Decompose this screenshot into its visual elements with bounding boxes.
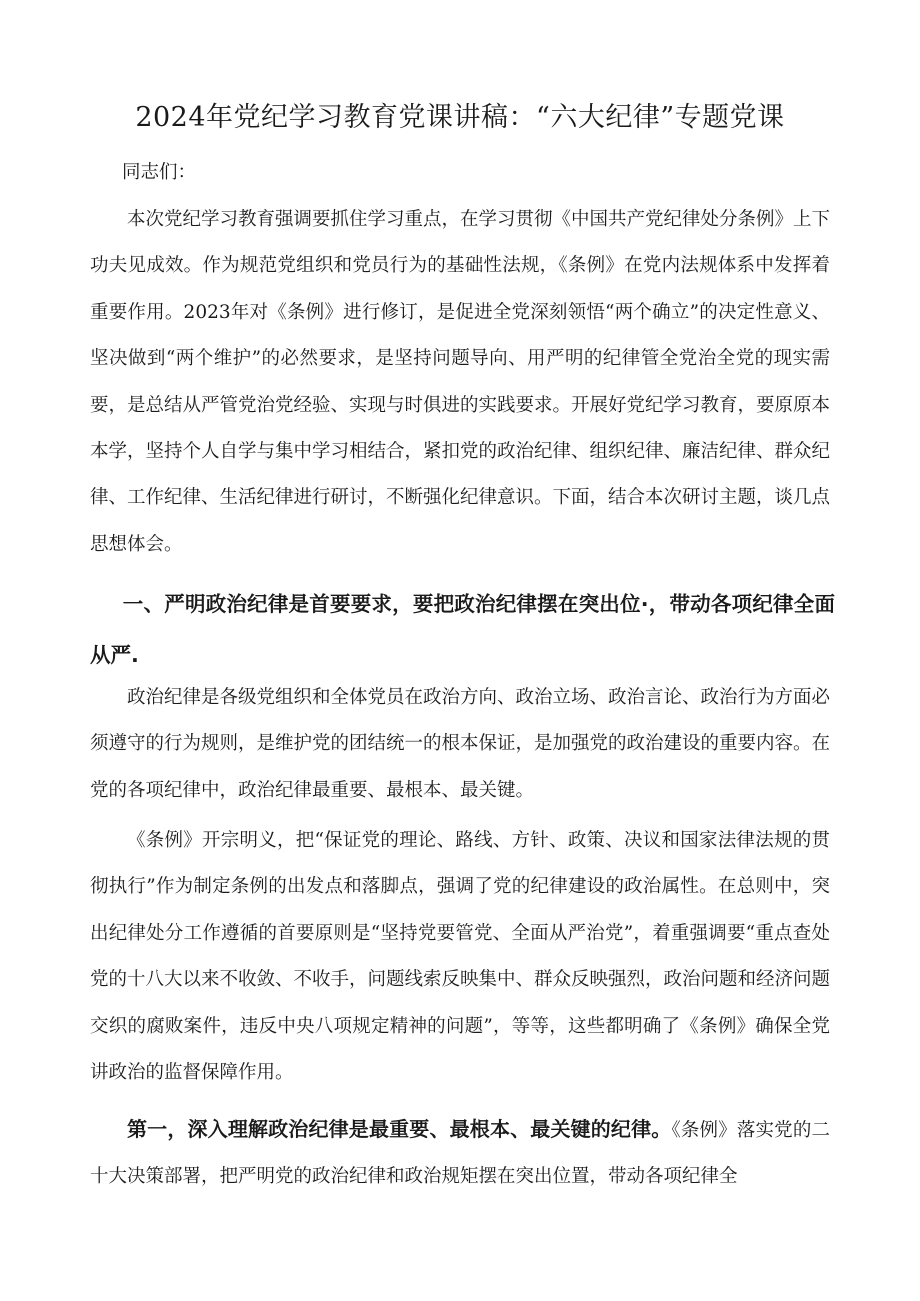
intro-paragraph: 本次党纪学习教育强调要抓住学习重点，在学习贯彻《中国共产党纪律处分条例》上下功夫见成效。作为规范党组织和党员行为的基础性法规，《条例》在党内法规体系中发挥着重要作用。2023年对《条例》进行修订，是促进全党深刻领悟“两个确立”的决定性意义、坚决做到“两个维护”的必然要求，是坚持问题导向、用严明的纪律管全党治全党的现实需要，是总结从严管党治党经验、实现与时俱进的实践要求。开展好党纪学习教育，要原原本本学，坚持个人自学与集中学习相结合，紧扣党的政治纪律、组织纪律、廉洁纪律、群众纪律、工作纪律、生活纪律进行研讨，不断强化纪律意识。下面，结合本次研讨主题，谈几点思想体会。	[90, 209, 831, 555]
section1-paragraph-2: 《条例》开宗明义，把“保证党的理论、路线、方针、政策、决议和国家法律法规的贯彻执行”作为制定条例的出发点和落脚点，强调了党的纪律建设的政治属性。在总则中，突出纪律处分工作遵循的首要原则是“坚持党要管党、全面从严治党”，着重强调要“重点查处党的十八大以来不收敛、不收手，问题线索反映集中、群众反映强烈，政治问题和经济问题交织的腐败案件，违反中央八项规定精神的问题”，等等，这些都明确了《条例》确保全党讲政治的监督保障作用。	[90, 830, 831, 1084]
document-title: 2024年党纪学习教育党课讲稿：“六大纪律”专题党课	[135, 102, 785, 133]
subpoint-1-text: 《条例》落实党的二十大决策部署，把严明党的政治纪律和政治规矩摆在突出位置，带动各项纪律全	[90, 1120, 830, 1188]
section-heading-1: 一、严明政治纪律是首要要求，要把政治纪律摆在突出位·，带动各项纪律全面从严.	[90, 592, 835, 667]
salutation: 同志们：	[122, 162, 197, 183]
section1-paragraph-1: 政治纪律是各级党组织和全体党员在政治方向、政治立场、政治言论、政治行为方面必须遵守的行为规则，是维护党的团结统一的根本保证，是加强党的政治建设的重要内容。在党的各项纪律中，政治纪律最重要、最根本、最关键。	[90, 687, 831, 801]
subpoint-1-lead: 第一，深入理解政治纪律是最重要、最根本、最关键的纪律。	[127, 1117, 672, 1141]
subpoint-1-paragraph	[90, 1106, 830, 1201]
